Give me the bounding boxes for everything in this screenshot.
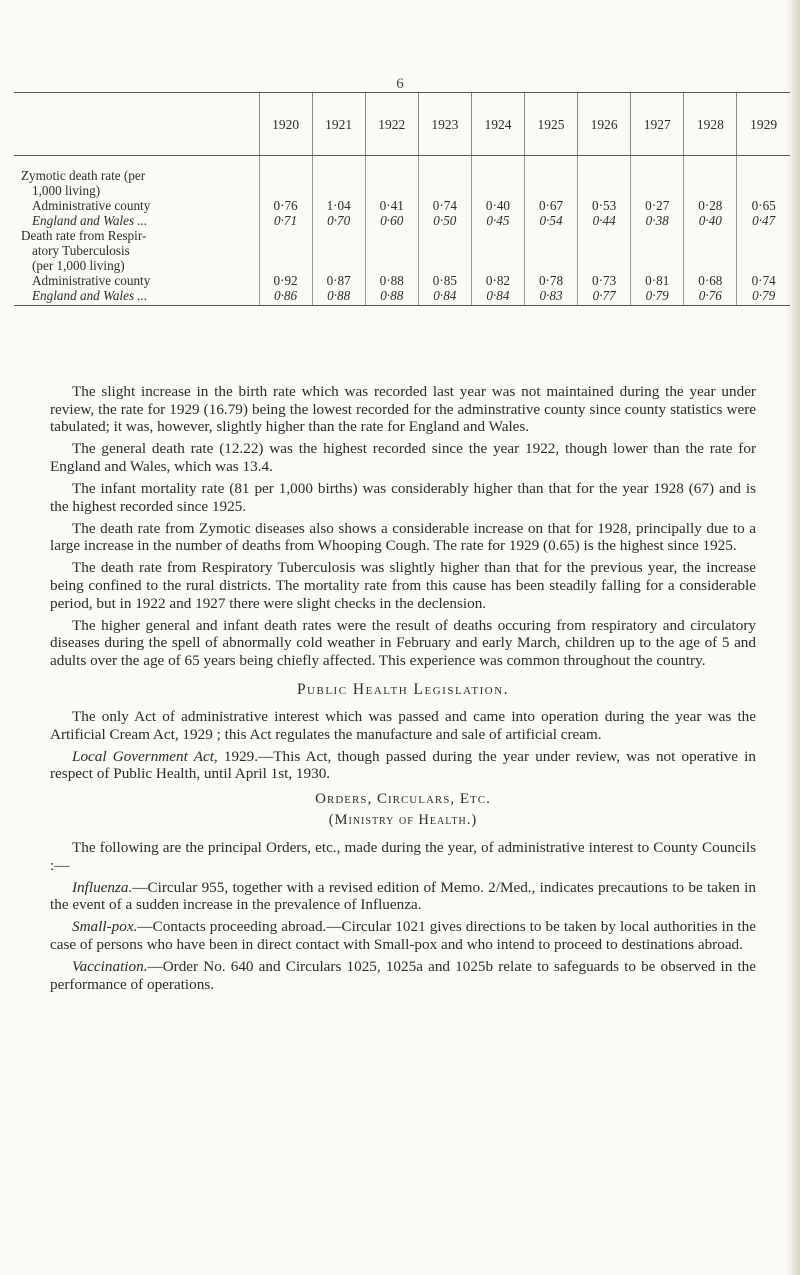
item-text: —Order No. 640 and Circulars 1025, 1025a and 1025b relate to safeguards to be observed in the performance of operations. <box>50 958 756 993</box>
table-cell: 0·79 <box>737 288 790 306</box>
table-cell: 0·38 <box>631 213 684 228</box>
table-cell: 0·27 <box>631 198 684 213</box>
table-cell: 0·76 <box>259 198 312 213</box>
paragraph: The infant mortality rate (81 per 1,000 births) was considerably higher than that for the year 1928 (67) and is the highest recorded since 1925. <box>50 479 756 515</box>
row-label: England and Wales ... <box>32 213 148 228</box>
year-header: 1922 <box>365 93 418 156</box>
table-cell: 0·76 <box>684 288 737 306</box>
row-heading: atory Tuberculosis <box>32 243 130 258</box>
table-cell: 0·60 <box>365 213 418 228</box>
table-cell: 0·28 <box>684 198 737 213</box>
row-heading: 1,000 living) <box>32 183 101 198</box>
death-rate-table <box>14 92 790 306</box>
year-header: 1926 <box>578 93 631 156</box>
table-cell: 0·71 <box>259 213 312 228</box>
table-row <box>14 288 790 306</box>
table-cell: 0·53 <box>578 198 631 213</box>
table-cell: 0·82 <box>471 273 524 288</box>
table-row <box>14 213 790 228</box>
year-header: 1929 <box>737 93 790 156</box>
paragraph: The general death rate (12.22) was the highest recorded since the year 1922, though lower than the rate for England and Wales, which was 13.4. <box>50 440 756 475</box>
paragraph: The higher general and infant death rates were the result of deaths occuring from respiratory and circulatory diseases during the spell of abnormally cold weather in February and early March, children up to the age of 5 and adults over the age of 65 years being chiefly affected. This experience was common throughout the country. <box>50 616 756 669</box>
table-cell: 0·85 <box>418 273 471 288</box>
item-title: Vaccination. <box>72 958 148 976</box>
table-cell: 0·78 <box>524 273 577 288</box>
paragraph: The following are the principal Orders, etc., made during the year, of administrative interest to County Councils :— <box>50 839 756 874</box>
table-cell: 0·84 <box>471 288 524 306</box>
year-header: 1921 <box>312 93 365 156</box>
table-cell: 0·41 <box>365 198 418 213</box>
table-cell: 0·47 <box>737 213 790 228</box>
paragraph <box>50 958 756 993</box>
table-cell: 1·04 <box>312 198 365 213</box>
table-cell: 0·87 <box>312 273 365 288</box>
year-header: 1927 <box>631 93 684 156</box>
table-header-row <box>14 93 790 156</box>
table-cell: 0·74 <box>418 198 471 213</box>
year-header: 1924 <box>471 93 524 156</box>
table-cell: 0·45 <box>471 213 524 228</box>
year-header: 1928 <box>684 93 737 156</box>
row-heading: Zymotic death rate (per <box>21 168 146 183</box>
table-cell: 0·73 <box>578 273 631 288</box>
item-text: —Circular 955, together with a revised edition of Memo. 2/Med., indicates precautions to be taken in the event of a sudden increase in the prevalence of Influenza. <box>50 878 756 914</box>
paragraph <box>50 918 756 953</box>
table-row <box>14 168 790 183</box>
item-title: Influenza. <box>72 878 133 896</box>
table-cell: 0·67 <box>524 198 577 213</box>
paragraph <box>50 879 756 914</box>
row-heading: Death rate from Respir- <box>21 228 147 243</box>
table-cell: 0·50 <box>418 213 471 228</box>
table-cell: 0·68 <box>684 273 737 288</box>
table-cell: 0·65 <box>737 198 790 213</box>
year-header: 1925 <box>524 93 577 156</box>
table-row <box>14 273 790 288</box>
table-cell: 0·74 <box>737 273 790 288</box>
table-cell: 0·79 <box>631 288 684 306</box>
table-row <box>14 198 790 213</box>
table-cell: 0·92 <box>259 273 312 288</box>
table-cell: 0·88 <box>365 273 418 288</box>
table-cell: 0·40 <box>684 213 737 228</box>
table-cell: 0·40 <box>471 198 524 213</box>
item-title: Small-pox. <box>72 918 138 936</box>
section-subheading: (Ministry of Health.) <box>328 812 478 829</box>
table-row <box>14 183 790 198</box>
paragraph <box>50 748 756 783</box>
act-text: 1929.—This Act, though passed during the year under review, was not operative in respect of Public Health, until April 1st, 1930. <box>50 747 756 783</box>
table-cell: 0·77 <box>578 288 631 306</box>
table-corner <box>14 93 259 156</box>
section-heading: Orders, Circulars, Etc. <box>315 790 491 807</box>
year-header: 1920 <box>259 93 312 156</box>
section-heading: Public Health Legislation. <box>296 681 510 699</box>
table-row <box>14 243 790 258</box>
paragraph: The death rate from Zymotic diseases also shows a considerable increase on that for 1928, principally due to a large increase in the number of deaths from Whooping Cough. The rate for 1929 (0.65) is the highest since 1925. <box>50 519 756 555</box>
paragraph: The only Act of administrative interest which was passed and came into operation during the year was the Artificial Cream Act, 1929 ; this Act regulates the manufacture and sale of artificial cream. <box>50 708 756 743</box>
table-cell: 0·84 <box>418 288 471 306</box>
paragraph: The death rate from Respiratory Tuberculosis was slightly higher than that for the previous year, the increase being confined to the rural districts. The mortality rate from this cause has been steadily falling for a considerable period, but in 1922 and 1927 there were slight checks in the declension. <box>50 559 756 612</box>
row-label: Administrative county <box>32 273 151 288</box>
table-cell: 0·83 <box>524 288 577 306</box>
year-header: 1923 <box>418 93 471 156</box>
row-label: England and Wales ... <box>14 288 259 306</box>
body-text <box>50 383 756 998</box>
table-cell: 0·86 <box>259 288 312 306</box>
paragraph: The slight increase in the birth rate which was recorded last year was not maintained during the year under review, the rate for 1929 (16.79) being the lowest recorded for the adminstrative county since county statistics were tabulated; it was, however, slightly higher than the rate for England and Wales. <box>50 383 756 436</box>
row-label: Administrative county <box>32 198 151 213</box>
table-cell: 0·88 <box>365 288 418 306</box>
table-row <box>14 228 790 243</box>
row-heading: (per 1,000 living) <box>32 258 125 273</box>
table-cell: 0·70 <box>312 213 365 228</box>
page-number: 6 <box>396 76 404 92</box>
act-title: Local Government Act, <box>72 747 218 765</box>
table-cell: 0·44 <box>578 213 631 228</box>
table-cell: 0·88 <box>312 288 365 306</box>
table-row <box>14 258 790 273</box>
table-cell: 0·54 <box>524 213 577 228</box>
table-cell: 0·81 <box>631 273 684 288</box>
item-text: —Contacts proceeding abroad.—Circular 1021 gives directions to be taken by local authorities in the case of persons who have been in direct contact with Small-pox and who intend to proceed to destinations abroad. <box>50 918 756 954</box>
